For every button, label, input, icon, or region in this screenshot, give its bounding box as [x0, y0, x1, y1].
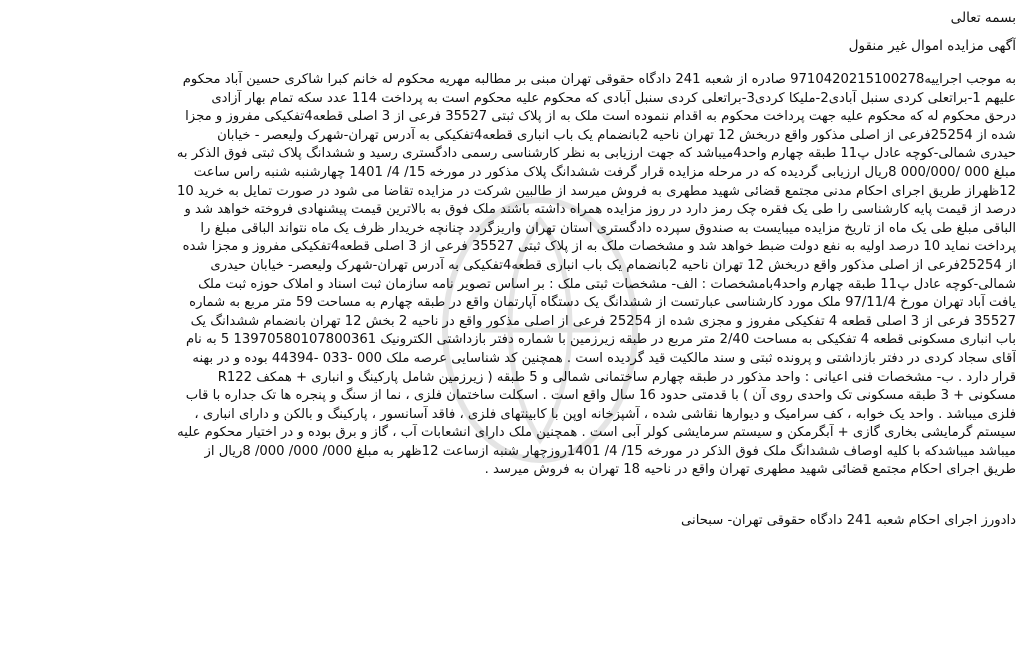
bismillah-heading: بسمه تعالی — [950, 10, 1016, 26]
body-line: فلزی میباشد . واحد یک خوابه ، کف سرامیک و دیوارها نقاشی شده ، آشپزخانه اوپن با کابینتهای فلزی ، فاقد آسانسور ، پارکینگ و بالکن و دارای انباری ، — [194, 406, 1016, 422]
notice-title: آگهی مزایده اموال غیر منقول — [848, 38, 1016, 54]
body-line: مسکونی + 3 طبقه مسکونی تک واحدی روی آن ) با قدمتی حدود 16 سال واقع است . اسکلت ساختمان فلزی ، نما از سنگ و پنجره ها تک جداره با قاب — [185, 388, 1016, 404]
body-line: 12ظهراز طریق اجرای احکام مدنی مجتمع قضائی شهید مطهری به فروش میرسد از طالبین شرکت در مزایده تقاضا می شود در صورت تمایل به خرید 10 — [177, 183, 1016, 199]
body-line: 35527 فرعی از 3 اصلی قطعه 4 تفکیکی مفروز و مجزی شده از 25254 فرعی از اصلی مذکور واقع در ناحیه 2 بخش 12 تهران بانضمام ششدانگ یک — [190, 313, 1016, 329]
body-line: سیستم گرمایشی بخاری گازی + آبگرمکن و سیستم سرمایشی کولر آبی است . همچنین ملک دارای انشعابات آب ، گاز و برق بوده و در اختیار محکوم علیه — [177, 425, 1016, 441]
signature-line: دادورز اجرای احکام شعبه 241 دادگاه حقوقی تهران- سبحانی — [681, 513, 1016, 529]
body-line: الباقی مبلغ طی یک ماه از تاریخ مزایده میبایست به صندوق سپرده دادگستری استان تهران واریزگردد چنانچه خریدار ظرف یک ماه نتواند الباقی مبلغ را — [200, 220, 1016, 236]
body-line: آقای سجاد کردی در دفتر بازداشتی و پرونده ثبتی و سند مالکیت قید گردیده است . همچنین کد شناسایی عرصه ملک 000 -033 -44394 بوده و در بهنه — [192, 350, 1016, 366]
body-line: از 25254فرعی از اصلی مذکور واقع دربخش 12 تهران ناحیه 2بانضمام یک باب انباری قطعه4تفکیکی به آدرس تهران-شهرک ولیعصر- خیابان حیدری — [210, 257, 1016, 273]
notice-body — [8, 71, 1016, 480]
body-line: میباشد میباشدکه با کلیه اوصاف ششدانگ ملک فوق الذکر در مورخه 15/ 4/ 1401روزچهار شنبه ازساعت 12ظهر به مبلغ 000/ 000/ 000/ 8ریال از — [204, 443, 1016, 459]
body-line: شمالی-کوچه عادل پ11 طبقه چهارم واحد4بامشخصات : الف- مشخصات ثبتی ملک : بر اساس تصویر نامه سازمان ثبت اسناد و املاک حوزه ثبت ملک — [198, 276, 1016, 292]
body-line: به موجب اجراییه9710420215100278 صادره از شعبه 241 دادگاه حقوقی تهران مبنی بر مطالبه مهریه محکوم له خانم کبرا شاکری حسین آباد محکوم — [182, 72, 1016, 87]
body-line: پرداخت نماید 10 درصد اولیه به نفع دولت ضبط خواهد شد و مشخصات ملک به از پلاک ثبتی 35527 فرعی از 3 اصلی قطعه4تفکیکی مفروز و مجزا شده — [182, 239, 1016, 255]
body-line: طریق اجرای احکام مجتمع قضائی شهید مطهری تهران واقع در ناحیه 18 تهران به فروش میرسد . — [484, 462, 1016, 478]
body-line: درحق محکوم له که محکوم علیه جهت پرداخت محکوم به اقدام ننموده است ملک به از پلاک ثبتی 35527 فرعی از 3 اصلی قطعه4تفکیکی مفروز و مجزا — [185, 109, 1016, 125]
body-line: علیهم 1-براتعلی کردی سنبل آبادی2-ملیکا کردی3-براتعلی کردی سنبل آبادی که محکوم علیه محکوم است به پرداخت 114 عدد سکه تمام بهار آزادی — [211, 90, 1016, 106]
body-line: باب انباری مسکونی قطعه 4 تفکیکی به مساحت 2/40 متر مربع در طبقه زیرزمین با شماره دفتر بازداشتی الکترونیک 13970580107800361 5 به نام — [185, 332, 1016, 348]
body-line: درصد از قیمت پایه کارشناسی را طی یک فقره چک رمز دارد در روز مزایده همراه داشته باشند ملک فوق به بالاترین قیمت پیشنهادی فروخته خواهد شد و — [184, 202, 1016, 218]
body-line: R122 قرار دارد . ب- مشخصات فنی اعیانی : واحد مذکور در طبقه چهارم ساختمانی شمالی و 5 طبقه ( زیرزمین شامل پارکینگ و انباری + همکف — [217, 369, 1016, 385]
body-line: شده از 25254فرعی از اصلی مذکور واقع دربخش 12 تهران ناحیه 2بانضمام یک باب انباری قطعه4تفکیکی به آدرس تهران-شهرک ولیعصر - خیابان — [217, 127, 1016, 143]
body-line: مبلغ 000 /000/000 8ریال ارزیابی گردیده که در مرحله مزایده قرار گرفت ششدانگ پلاک مذکور در مورخه 15/ 4/ 1401 چهارشنبه شنبه راس ساعت — [193, 164, 1016, 180]
body-line: یافت آباد تهران مورخ 97/11/4 ملک مورد کارشناسی عبارتست از ششدانگ یک دستگاه آپارتمان واقع در طبقه چهارم به مساحت 59 متر مربع به شماره — [189, 295, 1016, 311]
body-line: حیدری شمالی-کوچه عادل پ11 طبقه چهارم واحد4میباشد که جهت ارزیابی به نظر کارشناسی رسمی دادگستری رسید و ششدانگ پلاک ثبتی فوق الذکر به — [176, 146, 1016, 162]
